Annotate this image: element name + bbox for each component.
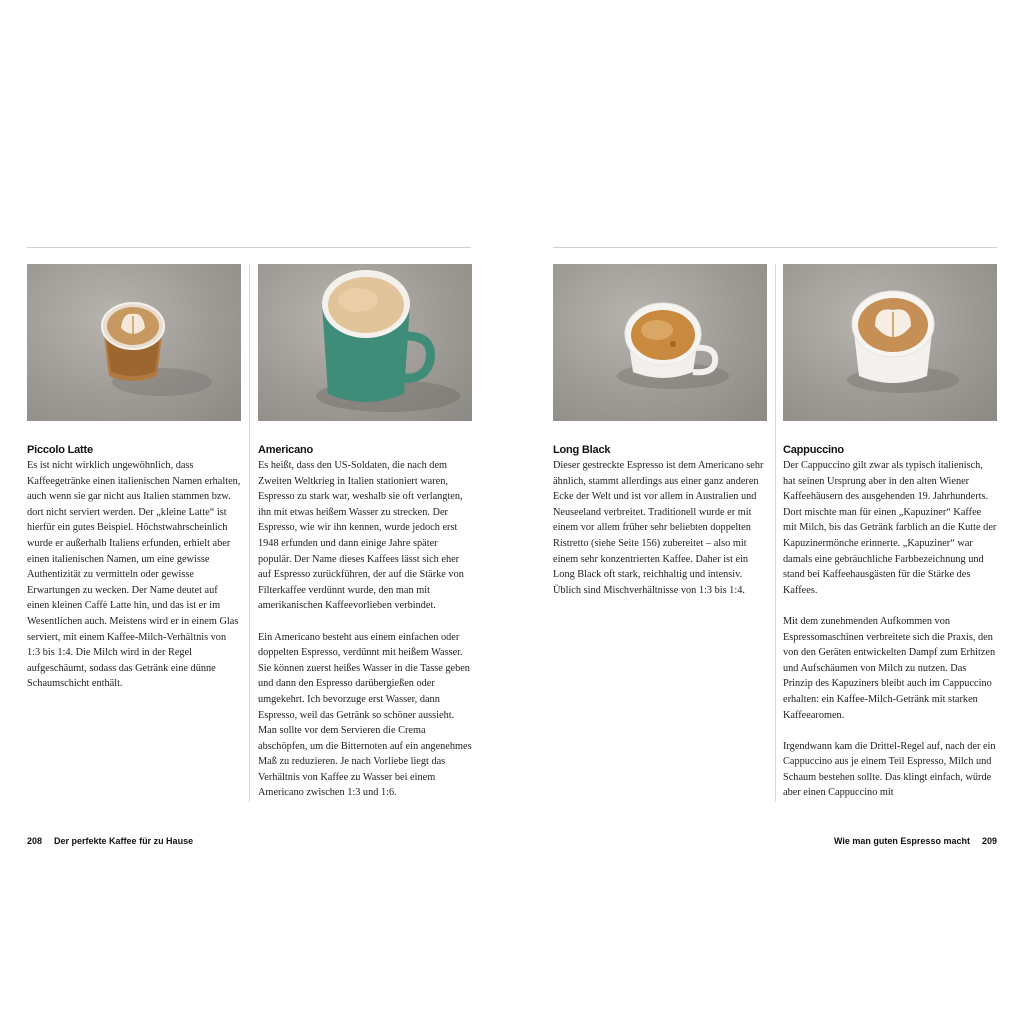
article-body [27,458,241,692]
article-title: Americano [258,444,314,456]
cappuccino-photo [783,264,997,421]
top-rule-right-page [553,247,997,248]
article-paragraph: Der Cappuccino gilt zwar als typisch italienisch, hat seinen Ursprung aber in den alten Wiener Kaffeehäusern des ausgehenden 19. Jahrhunderts. Dort mischte man für einen „Kapuziner“ Kaffee mit Milch, bis das Getränk farblich an die Kutte der Kapuzinermönche erinnerte. „Kapuziner“ war damals eine gebräuchliche Farbbezeichnung und stand bei Kaffeehausgästen für die Stärke des Kaffees. [783,460,997,596]
article-body [258,458,472,801]
americano-photo [258,264,472,421]
article-paragraph: Mit dem zunehmenden Aufkommen von Espressomaschinen verbreitete sich die Praxis, den von den Geräten entwickelten Dampf zum Erhitzen und Aufschäumen von Milch zu nutzen. Das Prinzip des Kapuziners bleibt auch im Cappuccino erhalten: ein Kaffee-Milch-Getränk mit starken Kaffeearomen. [783,615,996,721]
page-number: 208 [27,836,43,846]
article-title: Piccolo Latte [27,444,93,456]
article-title: Long Black [553,444,611,456]
running-title: Wie man guten Espresso macht [834,836,970,846]
article-title: Cappuccino [783,444,844,456]
article-paragraph: Es heißt, dass den US-Soldaten, die nach dem Zweiten Weltkrieg in Italien stationiert waren, Espresso zu stark war, weshalb sie oft verlangten, ihn mit etwas heißem Wasser zu strecken. Der Espresso, wie wir ihn kennen, wurde jedoch erst 1948 erfunden und dann einige Jahre später populär. Der Name dieses Kaffees lässt sich eher auf Espresso zurückführen, der auf die Stärke von Filterkaffee verdünnt wurde, den man mit amerikanischen Kaffeevorlieben verbindet. [258,460,464,612]
article-paragraph: Ein Americano besteht aus einem einfachen oder doppelten Espresso, verdünnt mit heißem Wasser. Sie können zuerst heißes Wasser in die Tasse geben und dann den Espresso darübergießen oder umgekehrt. Ich bevorzuge erst Wasser, dann Espresso, weil das Getränk so schöner aussieht. Man sollte vor dem Servieren die Crema abschöpfen, um die Bitternoten auf ein angenehmes Maß zu reduzieren. Je nach Vorliebe liegt das Verhältnis von Kaffee zu Wasser bei einem Americano zwischen 1:3 und 1:6. [258,631,472,799]
piccolo-latte-photo [27,264,241,421]
article-long-black [553,264,767,614]
running-title: Der perfekte Kaffee für zu Hause [54,836,194,846]
article-body [783,458,997,801]
footer-right [834,836,997,846]
article-body [553,458,767,598]
top-rule-left-page [27,247,471,248]
article-paragraph: Dieser gestreckte Espresso ist dem Americano sehr ähnlich, stammt allerdings aus einer ganz anderen Ecke der Welt und ist vor allem in Australien und Neuseeland verbreitet. Traditionell wurde er mit einem vor allem früher sehr beliebten doppelten Ristretto (siehe Seite 156) zubereitet – also mit einem sehr konzentrierten Kaffee. Daher ist ein Long Black oft stark, reichhaltig und intensiv. Üblich sind Mischverhältnisse von 1:3 bis 1:4. [553,460,764,596]
article-paragraph: Irgendwann kam die Drittel-Regel auf, nach der ein Cappuccino aus je einem Teil Espresso, Milch und Schaum bestehen sollte. Das klingt einfach, würde aber einen Cappuccino mit [783,740,996,799]
article-piccolo-latte [27,264,241,708]
article-cappuccino [783,264,997,817]
article-paragraph: Es ist nicht wirklich ungewöhnlich, dass Kaffeegetränke einen italienischen Namen erhalten, auch wenn sie gar nicht aus Italien stammen bzw. dort nicht serviert werden. Der „kleine Latte“ ist hierfür ein gutes Beispiel. Höchstwahrscheinlich wurde er außerhalb Italiens erfunden, erhielt aber einen italienischen Namen, um eine gewisse Authentizität zu vermitteln oder gewisse Erwartungen zu wecken. Der Name deutet auf einen kleinen Caffè Latte hin, und das ist er im Wesentlichen auch. Meistens wird er in einem Glas serviert, mit einem Kaffee-Milch-Verhältnis von 1:3 bis 1:4. Die Milch wird in der Regel aufgeschäumt, sodass das Getränk eine dünne Schaumschicht enthält. [27,460,241,690]
article-americano [258,264,472,817]
footer-left [27,836,193,846]
column-divider-right-page [775,264,776,802]
page-number: 209 [981,836,997,846]
column-divider-left-page [249,264,250,802]
long-black-photo [553,264,767,421]
